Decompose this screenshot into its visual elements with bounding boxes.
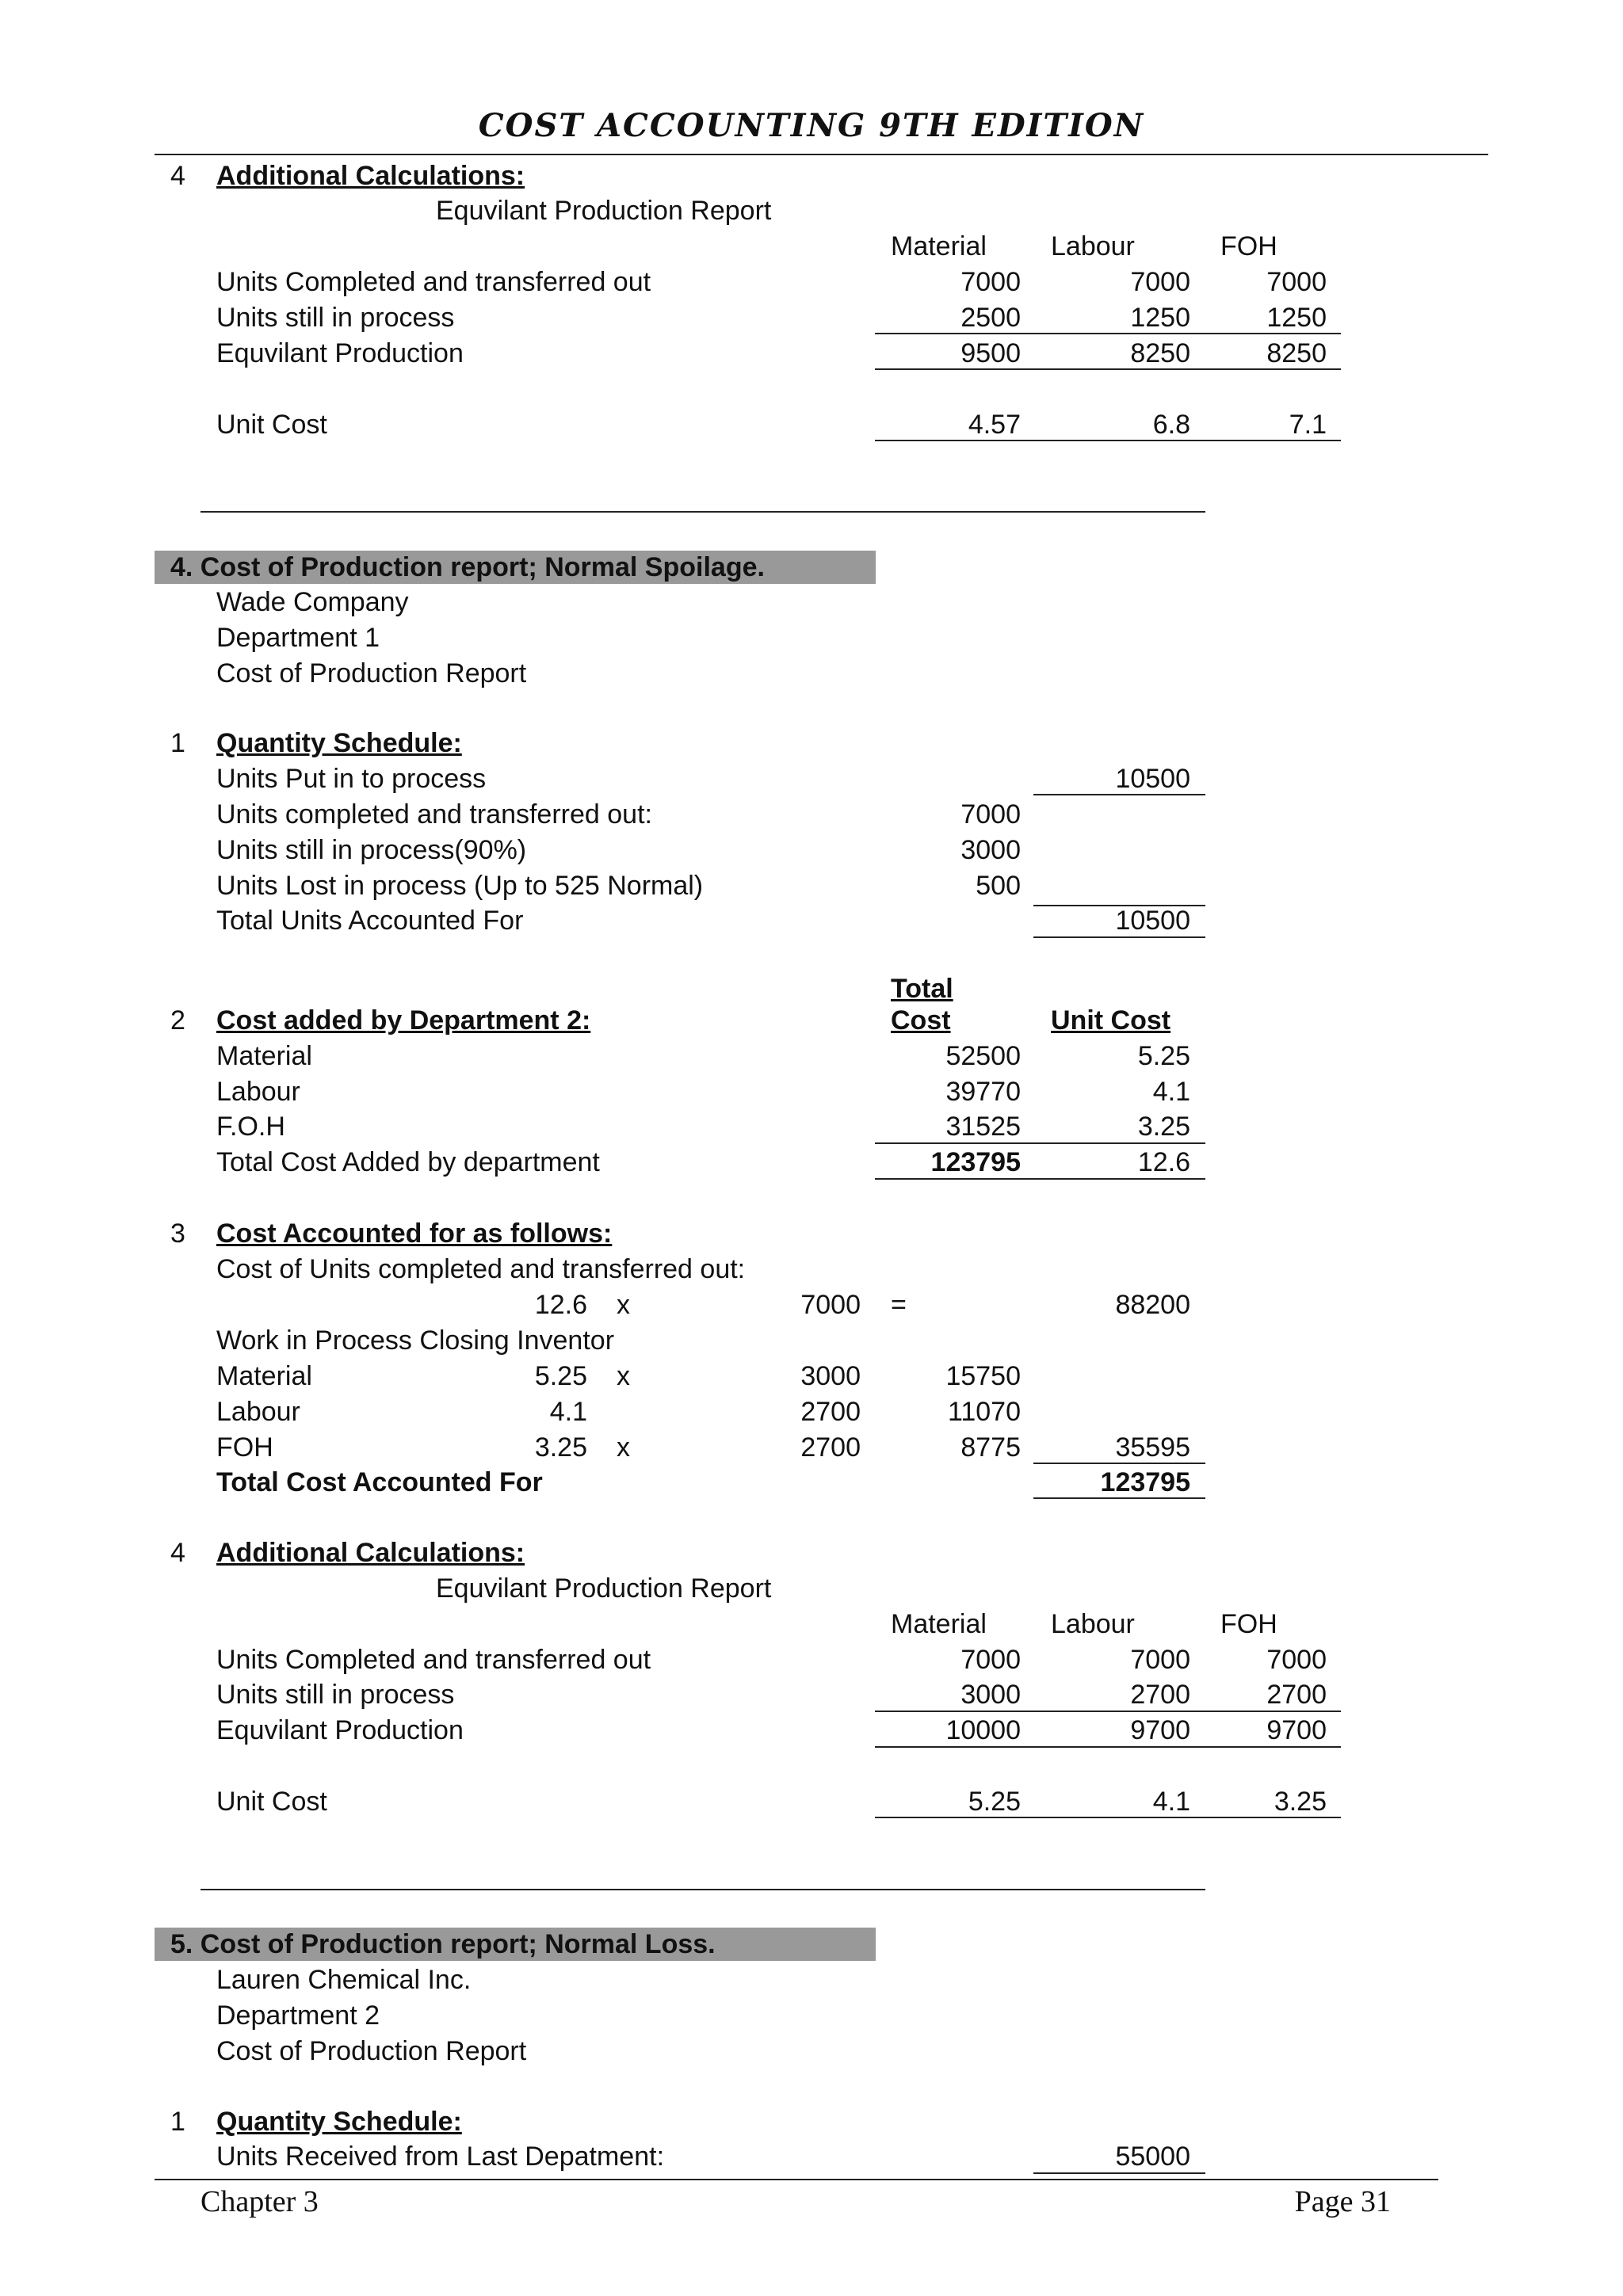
row-label: Units still in process (216, 1680, 455, 1710)
section-number: 4 (170, 161, 185, 191)
company-name: Lauren Chemical Inc. (216, 1965, 472, 1995)
cell-value: 6.8 (1152, 410, 1190, 440)
row-label: FOH (216, 1432, 273, 1463)
cell-value: 31525 (945, 1112, 1021, 1142)
cell-value: 8250 (1130, 338, 1190, 368)
cell-value: 4.1 (1152, 1077, 1190, 1107)
row-label: Units Put in to process (216, 764, 487, 794)
cell-value: 3000 (960, 835, 1021, 865)
row-label: Units Completed and transferred out (216, 1645, 651, 1675)
section-number: 3 (170, 1219, 185, 1249)
row-label: Cost of Units completed and transferred out: (216, 1254, 746, 1284)
section-number: 2 (170, 1005, 185, 1035)
column-header-labour: Labour (1051, 1609, 1135, 1639)
cell-value: 15750 (945, 1361, 1021, 1391)
cell-value: 9700 (1266, 1715, 1327, 1745)
cell-value: 11070 (947, 1397, 1021, 1427)
underline (875, 1142, 1205, 1144)
cell-value: 10000 (945, 1715, 1021, 1745)
multiply-sign: x (617, 1290, 630, 1320)
section-divider (200, 511, 1205, 513)
underline (875, 440, 1341, 441)
column-header-foh: FOH (1220, 1609, 1277, 1639)
cell-value: 3000 (960, 1680, 1021, 1710)
section-title: Additional Calculations: (216, 161, 525, 191)
section-title: Additional Calculations: (216, 1538, 525, 1568)
section-number: 4 (170, 1538, 185, 1568)
cell-value: 10500 (1115, 764, 1190, 794)
section-title: Cost Accounted for as follows: (216, 1219, 613, 1249)
cell-value: 7000 (1130, 267, 1190, 297)
section-title: Cost added by Department 2: (216, 1005, 591, 1035)
cell-value: 8250 (1266, 338, 1327, 368)
row-label: Work in Process Closing Inventor (216, 1325, 615, 1356)
column-header-material: Material (891, 1609, 987, 1639)
underline (875, 1178, 1205, 1180)
underline (1033, 1463, 1205, 1464)
underline (875, 1711, 1341, 1712)
section-subtitle: Equvilant Production Report (436, 1573, 772, 1604)
multiply-sign: x (617, 1361, 630, 1391)
cell-value: 1250 (1130, 303, 1190, 333)
underline (875, 1817, 1341, 1818)
underline (1033, 936, 1205, 938)
footer-chapter: Chapter 3 (200, 2185, 319, 2218)
units-value: 7000 (800, 1290, 861, 1320)
row-label: Total Cost Accounted For (216, 1467, 543, 1497)
cell-value: 7000 (960, 1645, 1021, 1675)
rate-value: 12.6 (534, 1290, 587, 1320)
units-value: 2700 (800, 1397, 861, 1427)
section-title: Quantity Schedule: (216, 2107, 462, 2137)
row-label: Units Lost in process (Up to 525 Normal) (216, 871, 704, 901)
rate-value: 3.25 (534, 1432, 587, 1463)
row-label: Unit Cost (216, 1787, 327, 1817)
cell-value: 1250 (1266, 303, 1327, 333)
footer-page-number: Page 31 (1294, 2185, 1391, 2218)
row-label: Equvilant Production (216, 1715, 464, 1745)
section-heading: 5. Cost of Production report; Normal Loss. (170, 1929, 716, 1959)
row-label: Units still in process(90%) (216, 835, 527, 865)
column-header-total: Total (891, 974, 953, 1004)
rate-value: 4.1 (549, 1397, 587, 1427)
cell-value: 3.25 (1137, 1112, 1190, 1142)
cell-value: 7000 (1266, 1645, 1327, 1675)
column-header-labour: Labour (1051, 231, 1135, 261)
cell-value: 5.25 (1137, 1041, 1190, 1071)
row-label: Units still in process (216, 303, 455, 333)
cell-value: 9500 (960, 338, 1021, 368)
header-rule (155, 154, 1488, 155)
multiply-sign: x (617, 1432, 630, 1463)
column-header-foh: FOH (1220, 231, 1277, 261)
page-title: COST ACCOUNTING 9TH EDITION (478, 107, 1145, 144)
cell-value: 35595 (1115, 1432, 1190, 1463)
row-label: F.O.H (216, 1112, 285, 1142)
column-header-unit-cost: Unit Cost (1051, 1005, 1171, 1035)
underline (875, 333, 1341, 334)
row-label: Labour (216, 1077, 300, 1107)
cell-value: 4.57 (968, 410, 1021, 440)
row-label: Labour (216, 1397, 300, 1427)
underline (1033, 1497, 1205, 1499)
row-label: Material (216, 1361, 312, 1391)
cell-value: 8775 (960, 1432, 1021, 1463)
cell-value: 88200 (1115, 1290, 1190, 1320)
row-label: Units Completed and transferred out (216, 267, 651, 297)
cell-value: 2700 (1130, 1680, 1190, 1710)
section-heading: 4. Cost of Production report; Normal Spoilage. (170, 552, 765, 582)
row-label: Total Cost Added by department (216, 1147, 600, 1177)
cell-value: 55000 (1115, 2142, 1190, 2172)
section-number: 1 (170, 2107, 185, 2137)
report-name: Cost of Production Report (216, 2036, 527, 2066)
cell-value: 7000 (1130, 1645, 1190, 1675)
section-subtitle: Equvilant Production Report (436, 196, 772, 226)
cell-value: 7000 (960, 799, 1021, 830)
cell-value: 9700 (1130, 1715, 1190, 1745)
cell-value: 12.6 (1137, 1147, 1190, 1177)
department-name: Department 2 (216, 2000, 380, 2031)
cell-value: 39770 (945, 1077, 1021, 1107)
company-name: Wade Company (216, 587, 409, 617)
cell-value: 2700 (1266, 1680, 1327, 1710)
cell-value: 7.1 (1289, 410, 1327, 440)
section-divider (200, 1889, 1205, 1890)
footer-rule (155, 2179, 1438, 2180)
cell-value: 10500 (1115, 906, 1190, 936)
units-value: 2700 (800, 1432, 861, 1463)
underline (1033, 794, 1205, 795)
cell-value: 123795 (1100, 1467, 1190, 1497)
cell-value: 4.1 (1152, 1787, 1190, 1817)
row-label: Unit Cost (216, 410, 327, 440)
column-header-material: Material (891, 231, 987, 261)
rate-value: 5.25 (534, 1361, 587, 1391)
equals-sign: = (891, 1290, 907, 1320)
cell-value: 123795 (930, 1147, 1021, 1177)
row-label: Units completed and transferred out: (216, 799, 652, 830)
section-number: 1 (170, 728, 185, 758)
cell-value: 3.25 (1274, 1787, 1327, 1817)
underline (1033, 2172, 1205, 2174)
row-label: Total Units Accounted For (216, 906, 524, 936)
row-label: Material (216, 1041, 312, 1071)
row-label: Equvilant Production (216, 338, 464, 368)
cell-value: 2500 (960, 303, 1021, 333)
cell-value: 5.25 (968, 1787, 1021, 1817)
column-header-cost: Cost (891, 1005, 951, 1035)
underline (875, 368, 1341, 370)
cell-value: 500 (976, 871, 1021, 901)
units-value: 3000 (800, 1361, 861, 1391)
cell-value: 52500 (945, 1041, 1021, 1071)
cell-value: 7000 (1266, 267, 1327, 297)
cell-value: 7000 (960, 267, 1021, 297)
report-name: Cost of Production Report (216, 658, 527, 688)
section-title: Quantity Schedule: (216, 728, 462, 758)
underline (875, 1746, 1341, 1748)
department-name: Department 1 (216, 623, 380, 653)
row-label: Units Received from Last Depatment: (216, 2142, 665, 2172)
